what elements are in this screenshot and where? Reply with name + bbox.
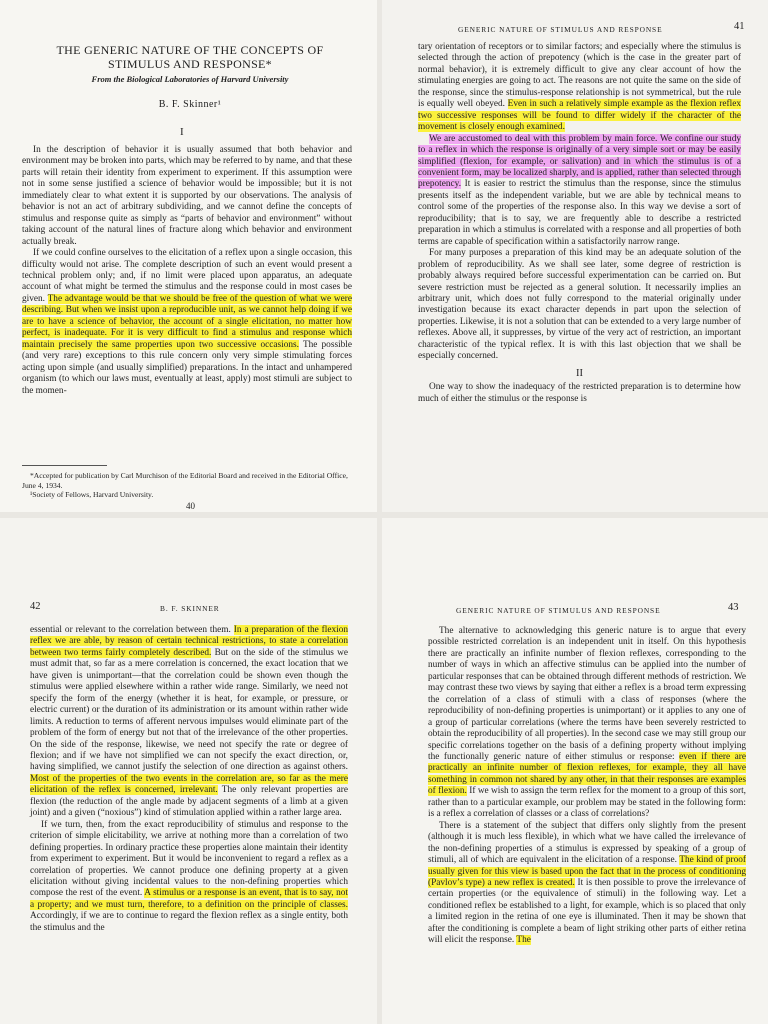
page-number: 41: [734, 21, 745, 32]
footnote: *Accepted for publication by Carl Murchison of the Editorial Board and received in the Editorial Office, June 4, 1934.: [22, 471, 348, 490]
paragraph: [418, 42, 741, 134]
paragraph: [428, 626, 746, 821]
highlighted-text: Most of the properties of the two events in the correlation are, so far as the mere elicitation of the reflex is concerned, irrelevant.: [30, 773, 348, 796]
page-number: 43: [728, 602, 739, 613]
author-name: B. F. Skinner¹: [158, 99, 222, 110]
page-41: [382, 0, 768, 512]
paragraph: In the description of behavior it is usually assumed that both behavior and environment may be broken into parts, which may be referred to by name, and that these parts will retain their identity from experiment to experiment. If this assumption were not in some sense justified a science of behavior would be impossible; but it is not immediately clear to what extent it is supported by our observations. The analysis of behavior is not an act of arbitrary subdividing, and we cannot define the concepts of stimulus and response quite as simply as “parts of behavior and environment” without taking account of the natural lines of fracture along which behavior and environment actually break.: [22, 145, 352, 247]
highlighted-text: In a preparation of the flexion reflex we are able, by reason of certain technical restrictions, to state a correlation between two terms fairly completely described.: [30, 625, 348, 658]
section-heading-i: I: [180, 126, 184, 138]
page-43-body: [428, 626, 746, 947]
section-heading-ii: II: [576, 367, 583, 379]
text-run: If we turn, then, from the exact reproducibility of stimulus and response to the criterion of simple elicitability, we arrive at nothing more than a correlation of two defining properties. In ordinary practice these properties alone maintain their identity from experiment to experiment. But it would be inconvenient to regard a reflex as a correlation of properties. We cannot produce one defining property at a given elicitation without giving incidental values to the non-defining properties which compose the rest of the event.: [30, 819, 348, 899]
highlighted-text: A stimulus or a response is an event, that is to say, not a property; and we must turn, therefore, to a definition on the principle of classes.: [30, 888, 349, 910]
text-run: It is easier to restrict the stimulus than the response, since the stimulus presents itself as the independent variable, but we are able by technical means to control some of the properties of the response also. In this way we devise a sort of reproducibility; that is to say, we are frequently able to describe a restricted preparation in which a stimulus is correlated with a response and all properties of both terms are capable of specification within a satisfactorily narrow range.: [418, 179, 741, 247]
footnote-rule: [22, 465, 107, 466]
paragraph: One way to show the inadequacy of the restricted preparation is to determine how much of either the stimulus or the response is: [418, 382, 741, 404]
highlighted-text: The: [516, 935, 531, 946]
paragraph: For many purposes a preparation of this kind may be an adequate solution of the problem of reproducibility. As we shall see later, some degree of restriction is probably always required before successful experimentation can be carried on. But severe restriction must be rejected as a general solution. It necessarily implies an arbitrary unit, which does not fully correspond to the material originally under investigation because its exact character depends in part upon the selection of properties. Likewise, it is not a solution that can be extended to a very large number of reflexes. Above all, it suppresses, by virtue of the very act of restriction, an important characteristic of the typical reflex. It is with this last objection that we shall be especially concerned.: [418, 248, 741, 362]
text-run: The only relevant properties are flexion (the reduction of the angle made by adjacent segments of a limb at a given joint) and a given (“noxious”) kind of stimulation applied within a rather large area.: [30, 785, 349, 819]
page-number: 40: [186, 501, 195, 511]
running-head: B. F. SKINNER: [160, 604, 220, 613]
paragraph: [428, 821, 746, 947]
running-head: GENERIC NATURE OF STIMULUS AND RESPONSE: [458, 25, 663, 34]
page-number: 42: [30, 601, 41, 612]
running-head: GENERIC NATURE OF STIMULUS AND RESPONSE: [456, 606, 661, 615]
page-40-body: [22, 145, 352, 397]
highlighted-text: even if there are practically an infinite number of flexion reflexes, for example, they all have something in common not shared by any other, in that their responses are examples of flexion.: [428, 751, 746, 797]
page-42: [0, 518, 377, 1024]
text-run: tary orientation of receptors or to similar factors; and especially where the stimulus is selected through the action of prepotency (which is the case in the greater part of normal behavior), it is extremely difficult to give any clear account of how the stimulating energies are going to act. The reasons are not quite the same on the side of the response, since the stimulus-response relationship is not symmetrical, but the rule is equally well obeyed.: [418, 42, 741, 110]
text-run: The possible (and very rare) exceptions to this rule concern only very simple stimulating forces acting upon simple (and usually simplified) preparations. In the intact and unhampered organism (to which our laws must, eventually at least, apply) most stimuli are subject to the momen-: [22, 339, 353, 396]
page-41-body: [418, 42, 741, 405]
text-run: Accordingly, if we are to continue to regard the flexion reflex as a single entity, both the stimulus and the: [30, 911, 348, 933]
text-run: But on the side of the stimulus we must admit that, so far as a mere correlation is concerned, the exact location that we have given is unimportant—that the correlation could be shown even though the stimulus were applied elsewhere within a rather wide range. Similarly, we need not specify the form of the energy (whether it is heat, for example, or pressure, or electric current) or the duration of its administration or its amount within rather wide limits. A reduction to terms of afferent nervous impulses would eliminate part of the problem of the form of energy but not that of the irrelevance of the other properties. On the side of the response, likewise, we need not specify the rate or degree of flexion; and if we have not simplified we can not specify the exact direction, or, having simplified, we cannot justify the selection of one direction as against others.: [30, 647, 349, 773]
page-40: [0, 0, 377, 512]
article-title: THE GENERIC NATURE OF THE CONCEPTS OF STIMULUS AND RESPONSE*: [56, 43, 324, 71]
text-run: essential or relevant to the correlation between them.: [30, 625, 231, 635]
highlighted-text: The advantage would be that we should be free of the question of what we were describing. But when we insist upon a reproducible unit, as we cannot help doing if we are to have a science of behavior, the account of a single elicitation, no matter how perfect, is inadequate. For it is very difficult to find a stimulus and response which maintain precisely the same properties upon two successive occasions.: [22, 293, 352, 350]
highlighted-text: Even in such a relatively simple example as the flexion reflex two successive responses will be found to differ widely if the character of the movement is closely enough examined.: [418, 99, 741, 133]
footnotes: [22, 471, 352, 500]
paragraph: [22, 248, 352, 397]
text-run: The alternative to acknowledging this generic nature is to argue that every possible restricted correlation is an independent unit in itself. On this hypothesis there are practically an infinite number of flexion reflexes, corresponding to the number of ways in which an affective stimulus can be applied into the number of particular responses that can be obtained through different methods of restriction. We may contrast these two views by saying that either a reflex is a broad term expressing the correlation of a class of stimuli with a class of responses (where the reproducibility of non-defining properties is unimportant) or it applies to any one of a group of particular correlations (where the terms have been severely restricted to obtain the reproducibility of all properties). In the second case we may still group our specific correlations together on the basis of a defining property without implying the functionally generic nature of either stimulus or response:: [428, 626, 746, 762]
highlighted-text-pink: We are accustomed to deal with this problem by main force. We confine our study to a reflex in which the response is originally of a very simple sort or may be easily simplified (flexion, for example, or salivation) and in which the stimulus is of a convenient form, may be localized sharply, and is applied, rather than selected through prepotency.: [418, 133, 741, 190]
paragraph: [30, 820, 348, 935]
text-run: If we wish to assign the term reflex for the moment to a group of this sort, rather than to a particular example, our problem may be stated in the following form: is a reflex a correlation of classes or a class of correlations?: [428, 786, 746, 820]
text-run: If we could confine ourselves to the elicitation of a reflex upon a single occasion, this difficulty would not arise. The complete description of such an event would present a technical problem only; and, if no limit were placed upon apparatus, an adequate account of what might be termed the stimulus and the response could in most cases be given.: [22, 248, 352, 304]
page-42-body: [30, 625, 348, 934]
highlighted-text: The kind of proof usually given for this view is based upon the fact that in the process of conditioning (Pavlov’s type) a new reflex is created.: [428, 855, 746, 888]
page-43: [382, 518, 768, 1024]
paragraph: [418, 134, 741, 249]
text-run: It is then possible to prove the irrelevance of certain properties (or the equivalence of stimuli) in the following way. Let a conditioned reflex be established to a light, for example, which is so placed that only a limited region in the retina of one eye is illuminated. Then it may be shown that after the conditioning is complete a beam of light striking other parts of either retina will elicit the response.: [428, 877, 746, 946]
text-run: There is a statement of the subject that differs only slightly from the present (although it is much less flexible), in which what we have called the irrelevance of the non-defining properties of a stimulus is expressed by speaking of a group of stimuli, all of which are equivalent in the elicitation of a response.: [428, 820, 746, 866]
paragraph: [30, 625, 348, 820]
affiliation-line: From the Biological Laboratories of Harvard University: [91, 74, 289, 84]
footnote: ¹Society of Fellows, Harvard University.: [30, 490, 154, 499]
